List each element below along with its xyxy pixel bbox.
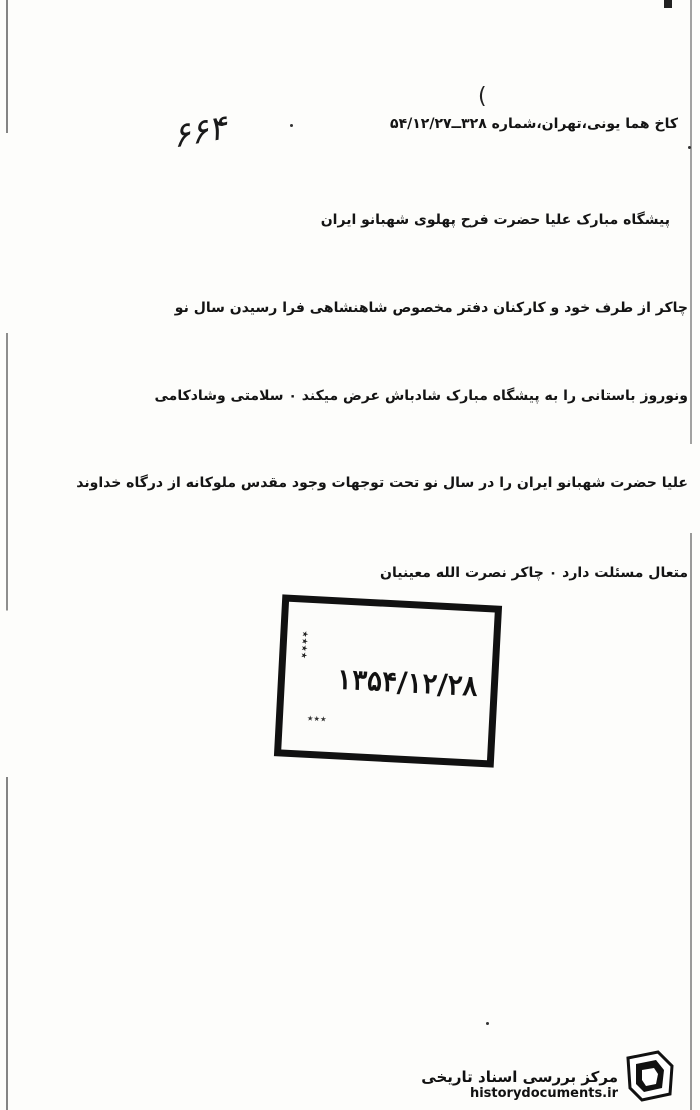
letter-header-line: کاخ هما یونی،تهران،شماره ۳۲۸ــ۵۴/۱۲/۲۷ [390,116,678,132]
letter-body-line: ونوروز باستانی را به پیشگاه مبارک شادباش عرض میکند ۰ سلامتی وشادکامی [154,388,688,404]
archive-logo-icon [622,1048,678,1104]
stamp-decoration: ٭٭٭ [306,710,327,726]
archive-url: historydocuments.ir [469,1086,618,1101]
letter-body-line: چاکر از طرف خود و کارکنان دفتر مخصوص شاهنشاهی فرا رسیدن سال نو [174,300,688,316]
scan-speck [688,146,691,149]
letter-body-line: علیا حضرت شهبانو ایران را در سال نو تحت توجهات وجود مقدس ملوکانه از درگاه خداوند [76,475,688,491]
scan-speck [486,1022,489,1025]
scan-speck [290,124,293,127]
scan-edge-left [6,0,8,1110]
stamp-date: ۱۳۵۴/۱۲/۲۸ [336,662,479,703]
scan-edge-right [690,0,692,1110]
archive-name: مرکز بررسی اسناد تاریخی [421,1068,618,1086]
scan-corner-mark [664,0,672,8]
pen-mark: ( [478,84,487,109]
handwritten-number: ۶۶۴ [168,107,230,157]
archive-watermark [410,1064,690,1104]
letter-salutation-line: پیشگاه مبارک علیا حضرت فرح پهلوی شهبانو ایران [320,212,670,228]
received-date-stamp [274,594,502,767]
letter-closing-line: متعال مسئلت دارد ۰ چاکر نصرت الله معینیان [380,565,688,581]
stamp-decoration: ٭٭٭٭ [296,630,313,660]
